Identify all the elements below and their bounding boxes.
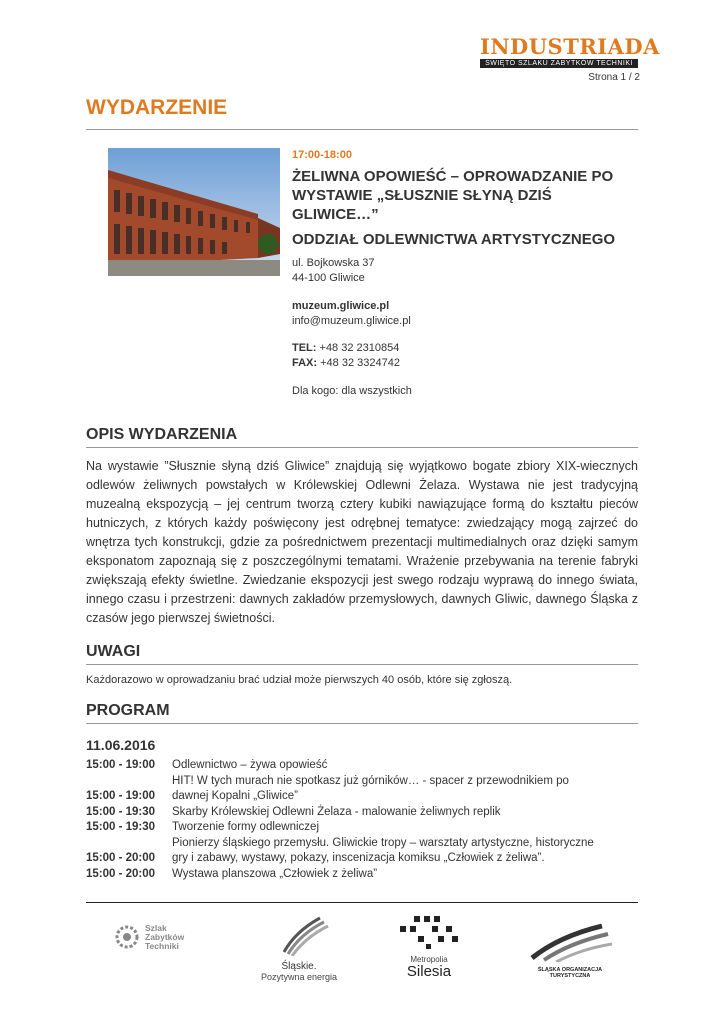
program-heading: PROGRAM xyxy=(86,702,170,719)
program-date: 11.06.2016 xyxy=(86,737,156,753)
page-number: Strona 1 / 2 xyxy=(588,72,640,83)
description-text: Na wystawie ”Słusznie słyną dziś Gliwice” znajdują się wyjątkowo bogate zbiory XIX-wiecznych odlewów żeliwnych powstałych w Królewskiej Odlewni Żelaza. Wystawa nie jest tradycyjną muzealną ekspozycją – jej centrum tworzą cztery kubiki nawiązujące formą do kształtu pieców hutniczych, z których każdy poświęcony jest odrębnej tematyce: zwiedzający mogą zajrzeć do wnętrza tych konstrukcji, gdzie za pośrednictwem prezentacji multimedialnych oraz dzięki samym eksponatom zapoznają się z poszczególnymi tematami. Wrażenie przebywania na terenie fabryki zwiększają efekty świetlne. Zwiedzanie ekspozycji jest swego rodzaju wyprawą do innego świata, innego czasu i przestrzeni: dawnych zakładów przemysłowych, dawnych Gliwic, dawnego Śląska z czasów jego pierwszej świetności. xyxy=(86,459,638,625)
title-divider xyxy=(86,129,638,130)
notes-text: Każdorazowo w oprowadzaniu brać udział może pierwszych 40 osób, które się zgłoszą. xyxy=(86,674,513,686)
description-heading: OPIS WYDARZENIA xyxy=(86,426,238,443)
industriada-logo xyxy=(480,34,660,68)
phone-line xyxy=(292,341,638,356)
program-row-text: Skarby Królewskiej Odlewni Żelaza - malowanie żeliwnych replik xyxy=(172,805,501,818)
metropolia-silesia-logo xyxy=(392,914,466,979)
sot-text: ŚLĄSKA ORGANIZACJA TURYSTYCZNA xyxy=(537,967,603,979)
venue-photo xyxy=(108,148,280,276)
metropolia-line1: Metropolia xyxy=(410,955,448,964)
audience-text: Dla kogo: dla wszystkich xyxy=(292,385,412,397)
address-city: 44-100 Gliwice xyxy=(292,272,365,284)
program-row-time: 15:00 - 20:00 xyxy=(86,852,156,864)
program-row xyxy=(86,851,638,867)
notes-divider xyxy=(86,664,638,665)
program-row-text: Pionierzy śląskiego przemysłu. Gliwickie tropy – warsztaty artystyczne, historyczne xyxy=(172,836,594,849)
program-list xyxy=(86,758,638,882)
event-time: 17:00-18:00 xyxy=(292,149,352,161)
program-row xyxy=(86,820,638,836)
email-link[interactable]: info@muzeum.gliwice.pl xyxy=(292,315,411,327)
program-row-time: 15:00 - 19:30 xyxy=(86,805,156,818)
program-row xyxy=(86,774,638,790)
slaskie-line2: Pozytywna energia xyxy=(260,972,338,982)
logo-tagline: ŚWIĘTO SZLAKU ZABYTKÓW TECHNIKI xyxy=(480,59,638,68)
program-row-time: 15:00 - 19:30 xyxy=(86,821,156,833)
program-row xyxy=(86,789,638,805)
program-row-time: 15:00 - 20:00 xyxy=(86,867,156,880)
event-name: ŻELIWNA OPOWIEŚĆ – OPROWADZANIE PO WYSTAWIE „SŁUSZNIE SŁYNĄ DZIŚ GLIWICE…” xyxy=(292,168,614,223)
program-row-text: Wystawa planszowa „Człowiek z żeliwa” xyxy=(172,867,378,880)
slaska-ot-logo xyxy=(522,922,618,979)
program-row-text: Tworzenie formy odlewniczej xyxy=(172,821,320,833)
sot-mark-icon xyxy=(522,922,618,962)
program-row-text: dawnej Kopalni „Gliwice” xyxy=(172,790,298,802)
program-row-time xyxy=(86,774,172,790)
address-street: ul. Bojkowska 37 xyxy=(292,257,375,269)
program-row-time: 15:00 - 19:00 xyxy=(86,790,156,802)
program-row xyxy=(86,758,638,774)
metropolia-mark-icon xyxy=(392,914,466,950)
event-venue: ODDZIAŁ ODLEWNICTWA ARTYSTYCZNEGO xyxy=(292,231,616,248)
tel-label: TEL: xyxy=(292,342,317,354)
event-details xyxy=(292,149,638,399)
fax-line xyxy=(292,356,638,371)
program-row xyxy=(86,836,638,852)
program-row xyxy=(86,867,638,883)
footer-divider xyxy=(86,902,638,903)
program-row-time: 15:00 - 19:00 xyxy=(86,759,156,771)
page-title: WYDARZENIE xyxy=(86,96,228,119)
program-row-text: Odlewnictwo – żywa opowieść xyxy=(172,759,328,771)
slaskie-line1: Śląskie. xyxy=(281,961,317,972)
fax-label: FAX: xyxy=(292,357,318,369)
szlak-zabytkow-logo xyxy=(112,922,222,952)
program-row-time xyxy=(86,836,172,852)
gear-icon xyxy=(112,922,142,952)
program-row-text: gry i zabawy, wystawy, pokazy, inscenizacja komiksu „Człowiek z żeliwa”. xyxy=(172,852,545,864)
slaskie-mark-icon xyxy=(254,914,344,956)
tel-value: +48 32 2310854 xyxy=(319,342,400,354)
fax-value: +48 32 3324742 xyxy=(320,357,400,369)
program-row-text: HIT! W tych murach nie spotkasz już górników… - spacer z przewodnikiem po xyxy=(172,774,569,787)
description-divider xyxy=(86,447,638,448)
szlak-logo-text: Szlak Zabytków Techniki xyxy=(145,922,185,951)
slaskie-logo xyxy=(254,914,344,982)
notes-heading: UWAGI xyxy=(86,643,141,660)
program-row xyxy=(86,805,638,821)
website-link[interactable]: muzeum.gliwice.pl xyxy=(292,300,390,312)
program-divider xyxy=(86,723,638,724)
logo-wordmark: INDUSTRIADA xyxy=(480,34,660,59)
metropolia-line2: Silesia xyxy=(406,963,452,980)
